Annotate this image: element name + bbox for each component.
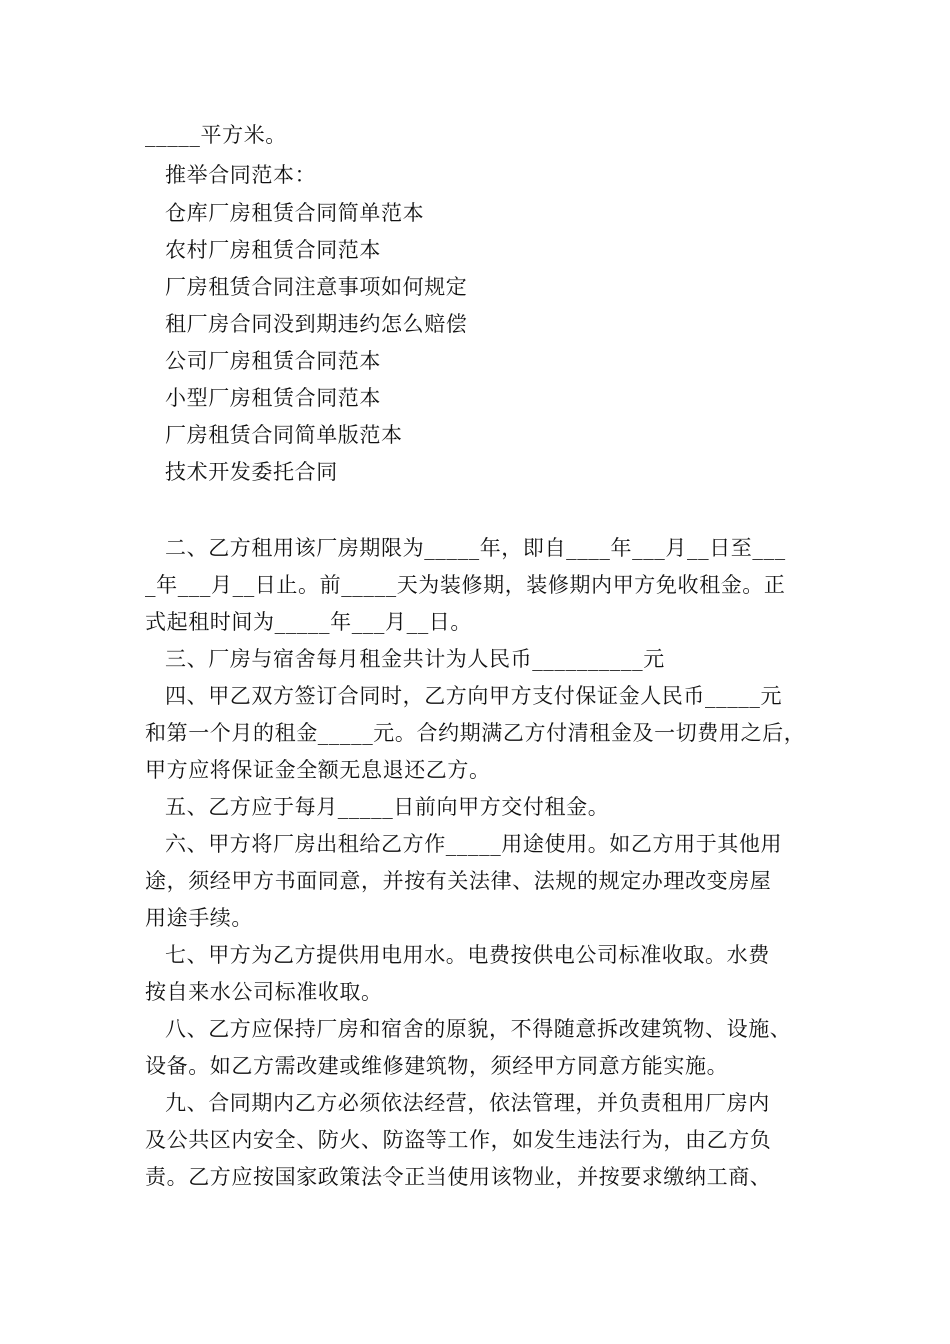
clause-2-line: 式起租时间为_____年___月__日。: [145, 610, 472, 634]
clause-4-line: 和第一个月的租金_____元。合约期满乙方付清租金及一切费用之后，: [145, 721, 806, 745]
clause-6-line: 六、甲方将厂房出租给乙方作_____用途使用。如乙方用于其他用: [165, 832, 783, 856]
clause-8-line: 设备。如乙方需改建或维修建筑物，须经甲方同意方能实施。: [145, 1054, 729, 1078]
clause-4-line: 四、甲乙双方签订合同时，乙方向甲方支付保证金人民币_____元: [165, 684, 783, 708]
recommend-link[interactable]: 公司厂房租赁合同范本: [165, 349, 381, 373]
top-fragment: _____平方米。: [145, 123, 287, 147]
clause-3-line: 三、厂房与宿舍每月租金共计为人民币__________元: [165, 647, 665, 671]
recommend-link[interactable]: 技术开发委托合同: [165, 460, 338, 484]
clause-2-line: 二、乙方租用该厂房期限为_____年，即自____年___月__日至___: [165, 536, 786, 560]
clause-5-line: 五、乙方应于每月_____日前向甲方交付租金。: [165, 795, 610, 819]
recommend-link[interactable]: 厂房租赁合同简单版范本: [165, 423, 403, 447]
clause-9-line: 九、合同期内乙方必须依法经营，依法管理，并负责租用厂房内: [165, 1091, 770, 1115]
clause-7-line: 按自来水公司标准收取。: [145, 980, 383, 1004]
recommend-heading: 推举合同范本：: [165, 163, 317, 187]
clause-8-line: 八、乙方应保持厂房和宿舍的原貌，不得随意拆改建筑物、设施、: [165, 1017, 792, 1041]
clause-2-line: _年___月__日止。前_____天为装修期，装修期内甲方免收租金。正: [145, 573, 786, 597]
clause-9-line: 责。乙方应按国家政策法令正当使用该物业，并按要求缴纳工商、: [145, 1165, 772, 1189]
recommend-link[interactable]: 小型厂房租赁合同范本: [165, 386, 381, 410]
clause-9-line: 及公共区内安全、防火、防盗等工作，如发生违法行为，由乙方负: [145, 1128, 772, 1152]
clause-4-line: 甲方应将保证金全额无息退还乙方。: [145, 758, 491, 782]
clause-6-line: 途，须经甲方书面同意，并按有关法律、法规的规定办理改变房屋: [145, 869, 772, 893]
clause-7-line: 七、甲方为乙方提供用电用水。电费按供电公司标准收取。水费: [165, 943, 770, 967]
recommend-link[interactable]: 租厂房合同没到期违约怎么赔偿: [165, 312, 468, 336]
recommend-link[interactable]: 仓库厂房租赁合同简单范本: [165, 201, 425, 225]
recommend-link[interactable]: 厂房租赁合同注意事项如何规定: [165, 275, 468, 299]
clause-6-line: 用途手续。: [145, 906, 253, 930]
recommend-link[interactable]: 农村厂房租赁合同范本: [165, 238, 381, 262]
